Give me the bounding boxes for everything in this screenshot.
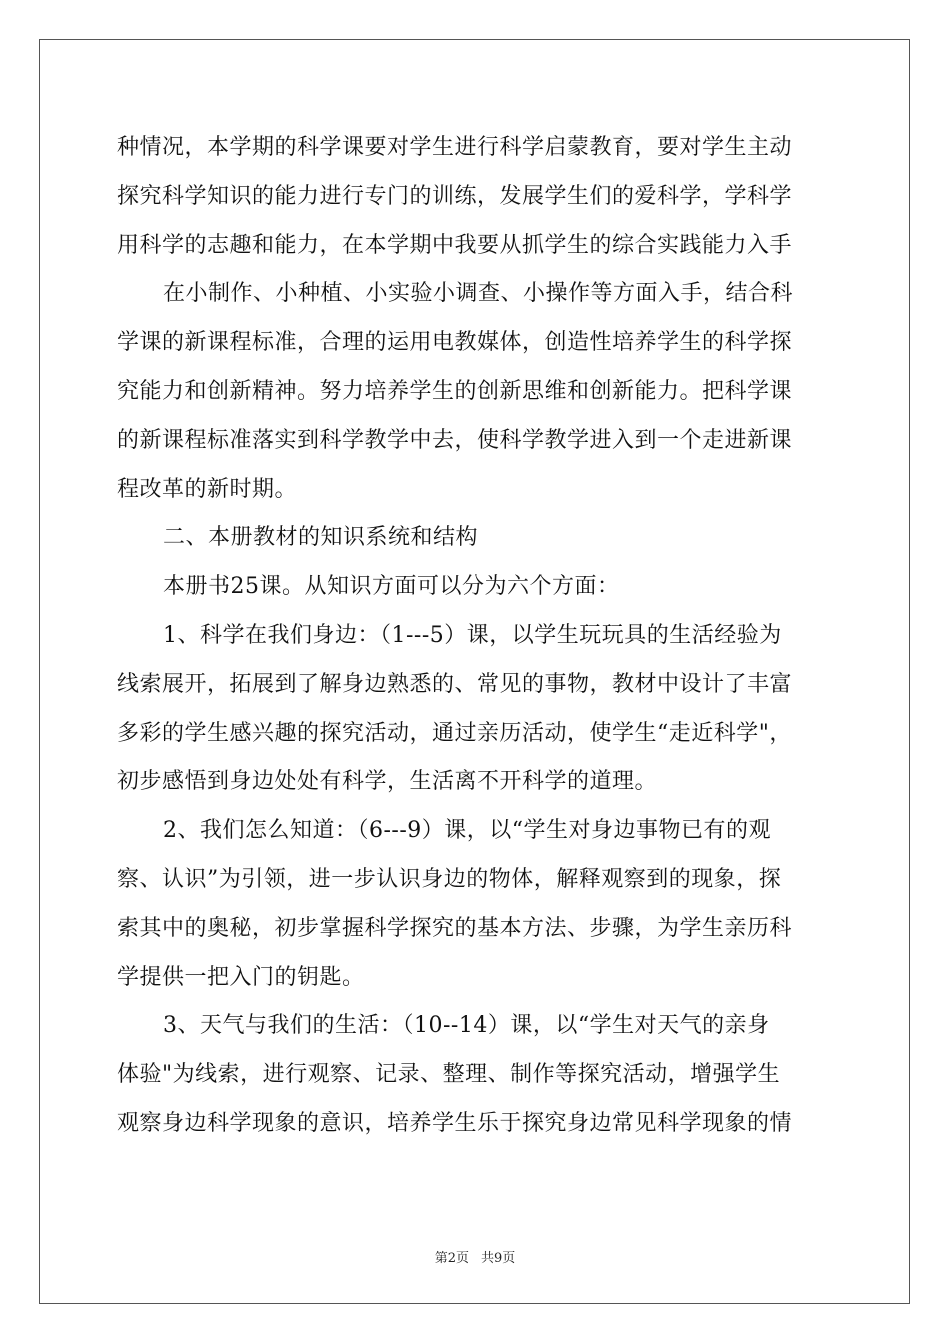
text-line: 种情况，本学期的科学课要对学生进行科学启蒙教育，要对学生主动 (117, 135, 793, 160)
text-line: 用科学的志趣和能力，在本学期中我要从抓学生的综合实践能力入手 (117, 232, 793, 258)
text-line: 察、认识”为引领，进一步认识身边的物体，解释观察到的现象，探 (117, 866, 782, 892)
text-line: 线索展开，拓展到了解身边熟悉的、常见的事物，教材中设计了丰富 (117, 671, 793, 697)
text-line: 的新课程标准落实到科学教学中去，使科学教学进入到一个走进新课 (117, 427, 793, 453)
text-line: 体验"为线索，进行观察、记录、整理、制作等探究活动，增强学生 (117, 1062, 781, 1088)
text-line: 索其中的奥秘，初步掌握科学探究的基本方法、步骤，为学生亲历科 (117, 915, 793, 941)
text-line: 探究科学知识的能力进行专门的训练，发展学生们的爱科学，学科学 (117, 183, 793, 209)
text-line: 究能力和创新精神。努力培养学生的创新思维和创新能力。把科学课 (117, 378, 793, 404)
page-footer (0, 1247, 950, 1266)
text-line: 初步感悟到身边处处有科学，生活离不开科学的道理。 (117, 769, 658, 795)
text-line: 本册书25课。从知识方面可以分为六个方面： (163, 574, 620, 600)
page-total: 共9页 (481, 1251, 516, 1266)
text-line: 观察身边科学现象的意识，培养学生乐于探究身边常见科学现象的情 (117, 1110, 793, 1136)
text-line: 2、我们怎么知道：（6---9）课，以“学生对身边事物已有的观 (163, 818, 772, 844)
text-line: 学课的新课程标准，合理的运用电教媒体，创造性培养学生的科学探 (117, 330, 793, 356)
page-number: 第2页 (434, 1251, 469, 1266)
text-line: 3、天气与我们的生活：（10--14）课，以“学生对天气的亲身 (163, 1013, 770, 1039)
text-line: 1、科学在我们身边：（1---5）课，以学生玩玩具的生活经验为 (163, 622, 782, 648)
document-body (117, 124, 837, 1149)
text-line: 多彩的学生感兴趣的探究活动，通过亲历活动，使学生“走近科学"， (117, 720, 792, 746)
text-line: 在小制作、小种植、小实验小调查、小操作等方面入手，结合科 (163, 281, 794, 307)
text-line: 学提供一把入门的钥匙。 (117, 964, 365, 990)
text-line: 程改革的新时期。 (117, 476, 298, 502)
text-line: 二、本册教材的知识系统和结构 (163, 525, 479, 551)
